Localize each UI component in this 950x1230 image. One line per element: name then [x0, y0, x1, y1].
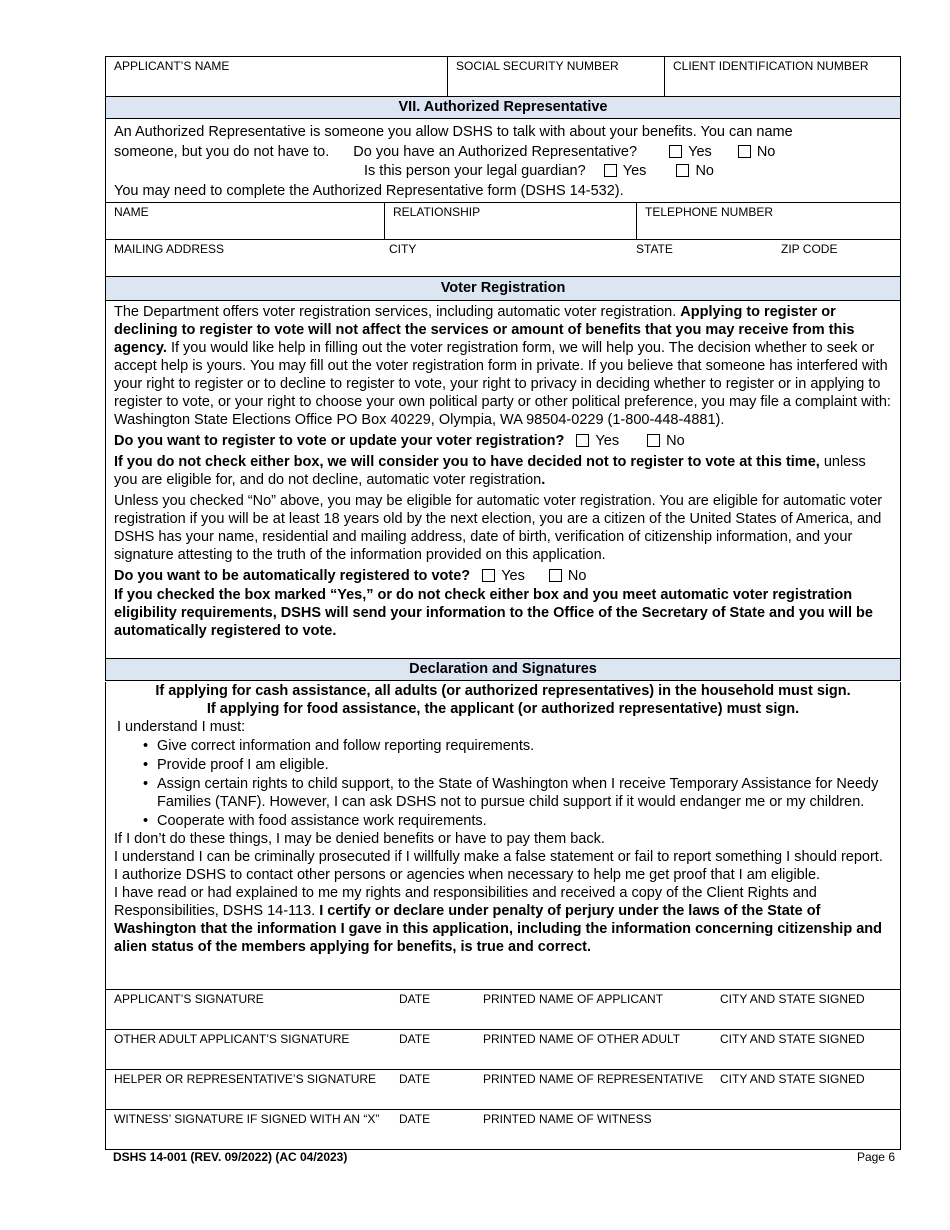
authorized-rep-form-note: You may need to complete the Authorized Representative form (DSHS 14-532).	[114, 182, 624, 199]
list-item: • Give correct information and follow reporting requirements.	[114, 737, 892, 755]
applicant-city-state-label: CITY AND STATE SIGNED	[720, 992, 865, 1006]
other-adult-printed-name-label: PRINTED NAME OF OTHER ADULT	[483, 1032, 681, 1046]
page-number: Page 6	[856, 1150, 895, 1164]
rep-relationship-field[interactable]: RELATIONSHIP	[385, 203, 637, 239]
representative-date-label: DATE	[399, 1072, 431, 1086]
obligations-list	[114, 737, 892, 830]
client-id-field[interactable]: CLIENT IDENTIFICATION NUMBER	[673, 59, 869, 73]
applicant-name-field[interactable]: APPLICANT’S NAME	[106, 57, 448, 96]
signature-row-witness[interactable]	[105, 1110, 901, 1150]
signature-row-applicant[interactable]	[105, 990, 901, 1030]
section-header-authorized-representative: VII. Authorized Representative	[105, 97, 901, 119]
authorized-rep-contact-row	[105, 203, 901, 240]
authorized-rep-intro	[105, 119, 901, 203]
voter-register-no-checkbox[interactable]	[647, 434, 660, 447]
other-adult-date-label: DATE	[399, 1032, 431, 1046]
representative-printed-name-label: PRINTED NAME OF REPRESENTATIVE	[483, 1072, 704, 1086]
auto-register-question: Do you want to be automatically registered to vote?	[114, 568, 471, 584]
application-form	[105, 56, 901, 1150]
legal-guardian-no-checkbox[interactable]	[676, 164, 689, 177]
authorized-rep-question: Do you have an Authorized Representative?	[353, 143, 638, 160]
auto-register-no-checkbox[interactable]	[549, 569, 562, 582]
understand-heading: I understand I must:	[117, 719, 246, 735]
auto-register-question-row: Do you want to be automatically registered to vote? Yes No	[114, 568, 587, 584]
authorized-rep-no-checkbox[interactable]	[738, 145, 751, 158]
authorized-rep-address-row[interactable]	[105, 240, 901, 277]
prosecution-statement: I understand I can be criminally prosecuted if I willfully make a false statement or fail to report something I should report.	[114, 849, 883, 865]
witness-city-state-label	[712, 1110, 900, 1149]
other-adult-city-state-label: CITY AND STATE SIGNED	[720, 1032, 865, 1046]
cash-assistance-signing-rule: If applying for cash assistance, all adults (or authorized representatives) in the household must sign.	[155, 683, 851, 699]
identification-row	[105, 56, 901, 97]
denied-benefits-statement: If I don’t do these things, I may be denied benefits or have to pay them back.	[114, 831, 605, 847]
signature-row-representative[interactable]	[105, 1070, 901, 1110]
rep-city-label: CITY	[389, 242, 417, 256]
page-footer	[113, 1150, 895, 1164]
rep-mailing-address-label: MAILING ADDRESS	[114, 242, 225, 256]
authorization-statement: I authorize DSHS to contact other persons or agencies when necessary to help me get proof that I am eligible.	[114, 867, 821, 883]
signature-block	[105, 990, 901, 1150]
rep-name-field[interactable]: NAME	[106, 203, 385, 239]
voter-registration-body	[105, 301, 901, 659]
voter-no-check-notice: If you do not check either box, we will consider you to have decided not to register to vote at this time, unless you are eligible for, and do not decline, automatic voter registration.	[114, 454, 866, 488]
rep-zip-label: ZIP CODE	[781, 242, 838, 256]
form-identifier: DSHS 14-001 (REV. 09/2022) (AC 04/2023)	[113, 1150, 348, 1164]
representative-signature-label: HELPER OR REPRESENTATIVE’S SIGNATURE	[114, 1072, 377, 1086]
list-item: • Cooperate with food assistance work requirements.	[114, 812, 892, 830]
witness-signature-label: WITNESS’ SIGNATURE IF SIGNED WITH AN “X”	[114, 1112, 380, 1126]
legal-guardian-yes-checkbox[interactable]	[604, 164, 617, 177]
voter-register-question-row: Do you want to register to vote or update your voter registration? Yes No	[114, 433, 685, 449]
section-header-voter-registration: Voter Registration	[105, 277, 901, 301]
auto-register-notice: If you checked the box marked “Yes,” or do not check either box and you meet automatic voter registration eligibility requirements, DSHS will send your information to the Office of the Secretary of State and you will be automatically registered to vote.	[114, 587, 873, 639]
authorized-rep-question-row: someone, but you do not have to. Do you have an Authorized Representative? Yes No	[114, 143, 776, 160]
voter-register-yes-checkbox[interactable]	[576, 434, 589, 447]
applicant-signature-label: APPLICANT’S SIGNATURE	[114, 992, 264, 1006]
automatic-registration-paragraph: Unless you checked “No” above, you may be eligible for automatic voter registration. You are eligible for automatic voter registration if you will be at least 18 years old by the next election, you are a citizen of the United States of America, and DSHS has your name, residential and mailing address, date of birth, verification of citizenship information, and your signature attesting to the truth of the information provided on this application.	[114, 493, 883, 563]
applicant-printed-name-label: PRINTED NAME OF APPLICANT	[483, 992, 664, 1006]
list-item: • Assign certain rights to child support, to the State of Washington when I receive Temporary Assistance for Needy Families (TANF). However, I can ask DSHS not to pursue child support if it would endanger me or my children.	[114, 775, 892, 811]
voter-intro-paragraph: The Department offers voter registration services, including automatic voter registration. Applying to register or declining to register to vote will not affect the services or amount of benefits that you may receive from this agency. If you would like help in filling out the voter registration form, we will help you. The decision whether to seek or accept help is yours. You may fill out the voter registration form in private. If you believe that someone has interfered with your right to register or to decline to register to vote, your right to privacy in deciding whether to register or in applying to register to vote, or your right to choose your own political party or other political preference, you may file a complaint with: Washington State Elections Office PO Box 40229, Olympia, WA 98504-0229 (1-800-448-4881).	[114, 304, 891, 428]
voter-register-question: Do you want to register to vote or update your voter registration?	[114, 433, 565, 449]
section-header-declaration-signatures: Declaration and Signatures	[105, 659, 901, 681]
food-assistance-signing-rule: If applying for food assistance, the applicant (or authorized representative) must sign.	[206, 701, 800, 717]
legal-guardian-question-row: Is this person your legal guardian? Yes No	[364, 163, 714, 179]
applicant-date-label: DATE	[399, 992, 431, 1006]
auto-register-yes-checkbox[interactable]	[482, 569, 495, 582]
legal-guardian-question: Is this person your legal guardian?	[364, 163, 586, 179]
representative-city-state-label: CITY AND STATE SIGNED	[720, 1072, 865, 1086]
witness-printed-name-label: PRINTED NAME OF WITNESS	[483, 1112, 652, 1126]
certification-statement: I have read or had explained to me my rights and responsibilities and received a copy of the Client Rights and Responsibilities, DSHS 14-113. I certify or declare under penalty of perjury under the laws of the State of Washington that the information I gave in this application, including the information concerning citizenship and alien status of the members applying for benefits, is true and correct.	[114, 885, 882, 955]
ssn-field[interactable]: SOCIAL SECURITY NUMBER	[448, 57, 665, 96]
authorized-rep-yes-checkbox[interactable]	[669, 145, 682, 158]
list-item: • Provide proof I am eligible.	[114, 756, 892, 774]
other-adult-signature-label: OTHER ADULT APPLICANT’S SIGNATURE	[114, 1032, 350, 1046]
rep-state-label: STATE	[636, 242, 673, 256]
rep-telephone-field[interactable]: TELEPHONE NUMBER	[645, 205, 774, 219]
signature-row-other-adult[interactable]	[105, 1030, 901, 1070]
authorized-rep-intro-line-1: An Authorized Representative is someone you allow DSHS to talk with about your benefits. You can name	[114, 124, 793, 140]
witness-date-label: DATE	[399, 1112, 431, 1126]
declaration-body	[105, 682, 901, 990]
